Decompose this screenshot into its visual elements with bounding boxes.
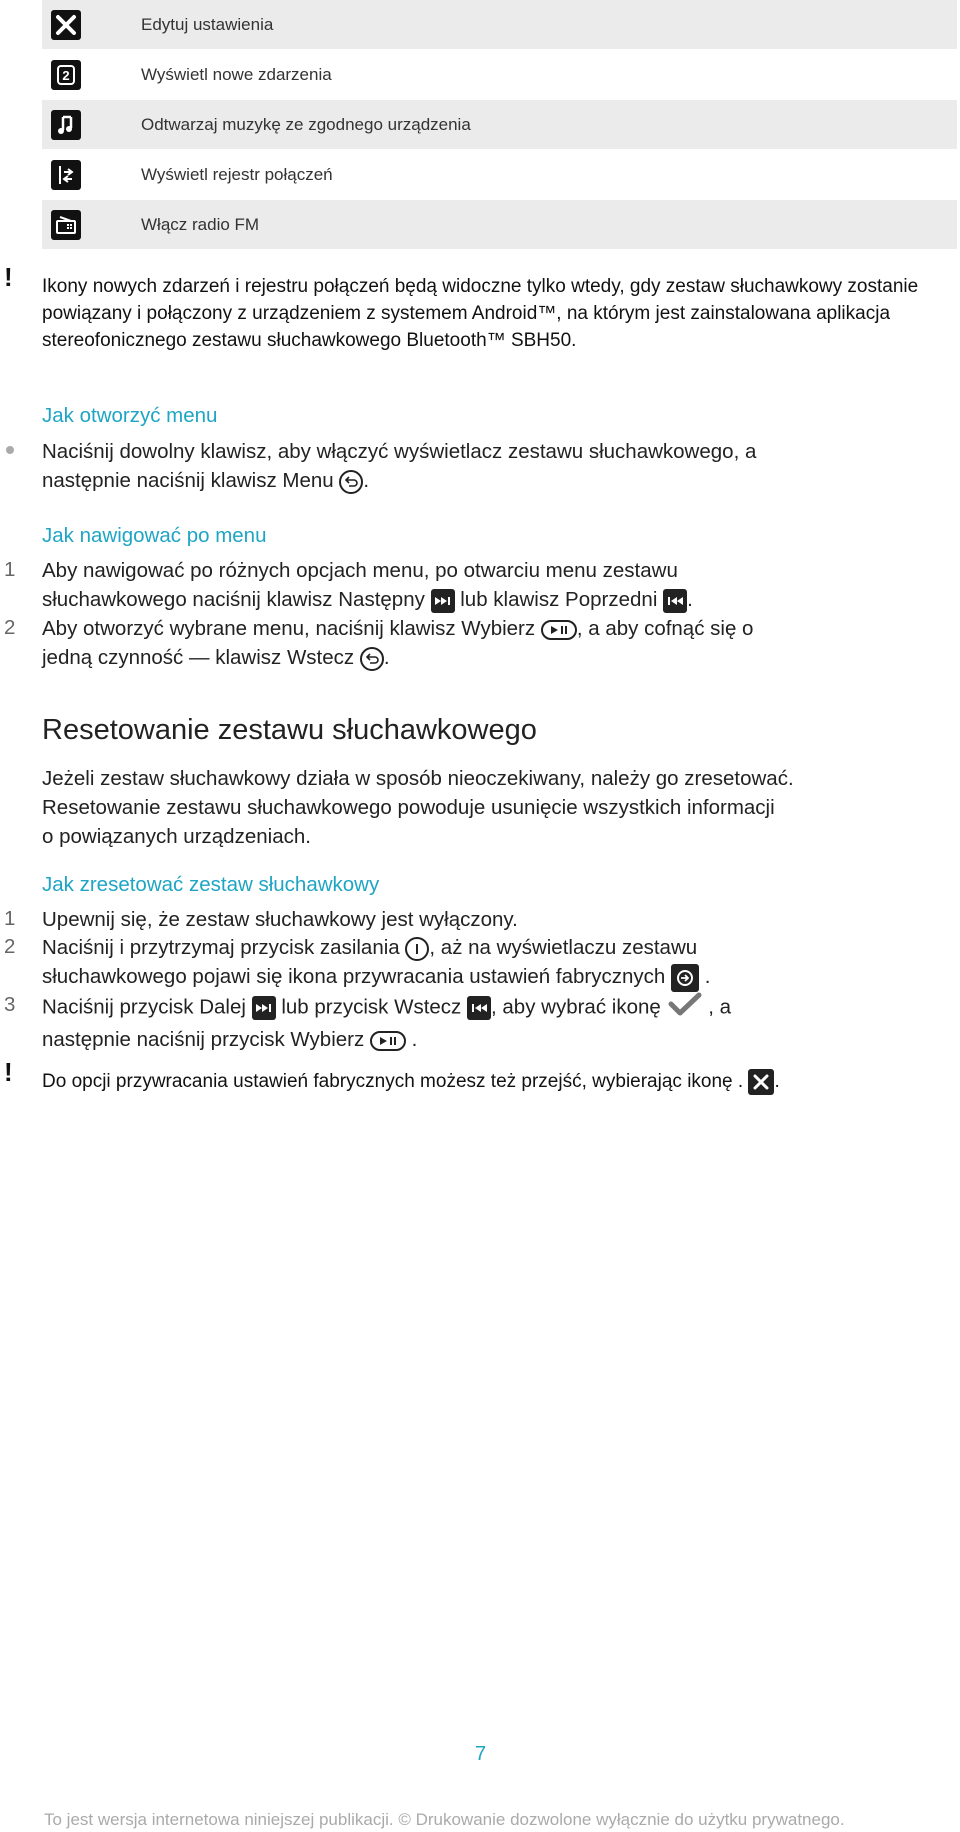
step-number: 1 — [4, 558, 16, 581]
wrench-screwdriver-icon — [51, 10, 81, 40]
next-key-icon — [252, 996, 276, 1020]
menu-label: Odtwarzaj muzykę ze zgodnego urządzenia — [141, 114, 471, 134]
step-text: . — [687, 588, 693, 611]
step-text: Naciśnij przycisk Dalej — [42, 995, 246, 1019]
subheading-navigate-menu: Jak nawigować po menu — [42, 524, 267, 547]
menu-label: Edytuj ustawienia — [141, 14, 274, 34]
call-log-icon — [51, 160, 81, 190]
step-text: lub przycisk Wstecz — [281, 995, 462, 1019]
exclamation-icon: ! — [4, 1057, 13, 1087]
note-text: Do opcji przywracania ustawień fabrycznych możesz też przejść, wybierając ikonę . — [42, 1071, 744, 1092]
instruction-line — [42, 466, 942, 495]
step-line: Aby nawigować po różnych opcjach menu, po otwarciu menu zestawu — [42, 559, 678, 582]
menu-row-play-music — [42, 100, 957, 150]
menu-row-call-log — [42, 150, 957, 200]
menu-row-edit-settings — [42, 0, 957, 50]
navigate-step-2 — [42, 614, 942, 672]
factory-reset-icon — [671, 964, 699, 992]
back-key-icon — [360, 647, 384, 671]
instruction-text: . — [363, 469, 370, 492]
step-text: lub klawisz Poprzedni — [460, 588, 658, 611]
reset-step-2 — [42, 933, 942, 992]
step-line — [42, 991, 942, 1025]
step-line — [42, 1025, 942, 1054]
step-text: następnie naciśnij przycisk Wybierz — [42, 1028, 365, 1051]
step-text: słuchawkowego naciśnij klawisz Następny — [42, 588, 425, 611]
step-number: 3 — [4, 993, 16, 1016]
back-key-icon — [339, 470, 363, 494]
section-heading-reset: Resetowanie zestawu słuchawkowego — [42, 714, 537, 746]
reset-step-3 — [42, 991, 942, 1054]
note-factory-reset — [42, 1068, 942, 1095]
step-text: . — [383, 646, 390, 669]
instruction-line: Naciśnij dowolny klawisz, aby włączyć wyświetlacz zestawu słuchawkowego, a — [42, 440, 757, 463]
step-number: 1 — [4, 907, 16, 930]
step-text: Naciśnij i przytrzymaj przycisk zasilania — [42, 936, 400, 959]
intro-line: Jeżeli zestaw słuchawkowy działa w sposób nieoczekiwany, należy go zresetować. — [42, 767, 794, 790]
navigate-step-1 — [42, 556, 942, 614]
step-number: 2 — [4, 616, 16, 639]
menu-label: Wyświetl rejestr połączeń — [141, 164, 333, 184]
power-key-icon — [405, 937, 429, 961]
step-line — [42, 962, 942, 992]
step-line — [42, 643, 942, 672]
menu-row-new-events — [42, 50, 957, 100]
next-key-icon — [431, 589, 455, 613]
previous-key-icon — [663, 589, 687, 613]
new-events-icon — [51, 60, 81, 90]
step-text: , a aby cofnąć się o — [576, 617, 754, 640]
step-text: , aby wybrać ikonę — [491, 995, 661, 1019]
wrench-screwdriver-icon — [748, 1069, 774, 1095]
subheading-open-menu: Jak otworzyć menu — [42, 404, 218, 427]
note-text: . — [774, 1071, 780, 1092]
step-text: Aby otworzyć wybrane menu, naciśnij klawisz Wybierz — [42, 617, 536, 640]
step-number: 2 — [4, 935, 16, 958]
intro-line: Resetowanie zestawu słuchawkowego powoduje usunięcie wszystkich informacji — [42, 796, 775, 819]
footer-notice: To jest wersja internetowa niniejszej publikacji. © Drukowanie dozwolone wyłącznie do użytku prywatnego. — [44, 1810, 845, 1829]
step-line — [42, 585, 942, 614]
step-text: , a — [708, 995, 731, 1019]
svg-text:2: 2 — [62, 67, 70, 83]
reset-intro — [42, 764, 942, 851]
checkmark-icon — [667, 991, 703, 1025]
intro-line: o powiązanych urządzeniach. — [42, 825, 311, 848]
previous-key-icon — [467, 996, 491, 1020]
step-text: słuchawkowego pojawi się ikona przywracania ustawień fabrycznych — [42, 965, 666, 988]
step-text: , aż na wyświetlaczu zestawu — [429, 936, 698, 959]
step-line — [42, 933, 942, 962]
menu-label: Wyświetl nowe zdarzenia — [141, 64, 332, 84]
instruction-text: następnie naciśnij klawisz Menu — [42, 469, 334, 492]
music-note-icon — [51, 110, 81, 140]
play-pause-key-icon — [370, 1031, 406, 1051]
menu-row-fm-radio — [42, 200, 957, 250]
step-text: . — [411, 1028, 418, 1051]
radio-icon — [51, 210, 81, 240]
menu-options-table — [42, 0, 957, 250]
note-icons-visibility: Ikony nowych zdarzeń i rejestru połączeń będą widoczne tylko wtedy, gdy zestaw słuchawkowy zostanie powiązany i połączony z urządzeniem z systemem Android™, na którym jest zainstalowana aplikacja stereofonicznego zestawu słuchawkowego Bluetooth™ SBH50. — [42, 276, 919, 351]
subheading-reset-headset: Jak zresetować zestaw słuchawkowy — [42, 873, 380, 896]
page-number: 7 — [475, 1743, 487, 1765]
step-text: . — [704, 965, 711, 988]
bullet-icon — [6, 446, 14, 454]
reset-step-1: Upewnij się, że zestaw słuchawkowy jest wyłączony. — [42, 908, 518, 931]
step-text: jedną czynność — klawisz Wstecz — [42, 646, 355, 669]
menu-label: Włącz radio FM — [141, 214, 260, 234]
open-menu-instruction — [42, 437, 942, 495]
step-line — [42, 614, 942, 643]
play-pause-key-icon — [541, 620, 577, 640]
exclamation-icon: ! — [4, 262, 13, 292]
